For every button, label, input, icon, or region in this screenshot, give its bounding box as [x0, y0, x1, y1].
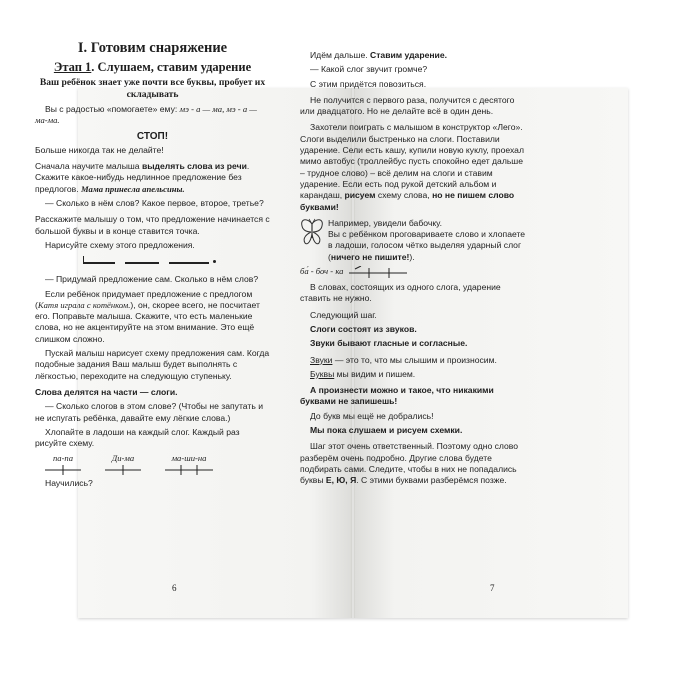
underlined-text: Звуки	[310, 354, 333, 365]
bold-text: выделять слова из речи	[141, 161, 247, 172]
paragraph	[300, 355, 530, 366]
paragraph: Хлопайте в ладоши на каждый слог. Каждый раз рисуйте схему.	[35, 426, 240, 449]
text: ), он, скорее всего, не посчитает его. Поправьте малыша. Скажите, что есть маленькие слова, но не акцентируйте на этом внимание. Это ещё слишком сложно.	[35, 299, 260, 344]
text: . Скажите какое-нибудь недлинное предложение без предлогов.	[35, 161, 250, 194]
paragraph: Больше никогда так не делайте!	[35, 144, 164, 155]
syllable-scheme	[43, 453, 83, 474]
paragraph: Следующий шаг.	[310, 309, 377, 320]
paragraph	[328, 218, 530, 263]
syllable-word: па-па	[52, 453, 74, 464]
sentence-scheme	[35, 254, 270, 270]
paragraph: До букв мы ещё не добрались!	[310, 410, 434, 421]
text: мы видим и пишем.	[334, 368, 416, 379]
page-number: 6	[172, 583, 177, 593]
stress-word: ба́ - боч - ка	[300, 266, 344, 277]
stage-label: Этап 1	[53, 60, 92, 74]
paragraph: В словах, состоящих из одного слога, ударение ставить не нужно.	[300, 282, 501, 304]
bold-paragraph: Мы пока слушаем и рисуем схемки.	[310, 425, 463, 436]
paragraph: Нарисуйте схему этого предложения.	[45, 239, 195, 250]
paragraph	[300, 122, 530, 212]
text: Захотели поиграть с малышом в конструктор «Лего». Слоги выделили быстренько на слоги. Поставили ударение. Сели есть кашу, купили новую куклу, проехал мимо автобус (троллейбус пусть спокойно едет дальше – трудное слово) – всё делим на слоги и ставим ударение. Если есть под рукой детский альбом и карандаш,	[300, 122, 524, 201]
text: схему слова,	[375, 190, 433, 201]
text: — это то, что мы слышим и произносим.	[332, 354, 497, 365]
syllable-scheme	[103, 453, 143, 474]
text: Например, увидели бабочку. Вы с ребёнком проговариваете слово и хлопаете в ладоши, голосом чётко выделяя ударный слог (	[328, 217, 526, 262]
bold-text: Е, Ю, Я	[325, 475, 357, 486]
paragraph: — Сколько слогов в этом слове? (Чтобы не запутать и не испугать ребёнка, давайте ему лёгкие слова.)	[35, 401, 263, 423]
scheme-word-line	[169, 262, 209, 263]
paragraph: С этим придётся повозиться.	[310, 78, 427, 89]
paragraph	[300, 50, 530, 61]
text: . С этими буквами разберёмся позже.	[356, 475, 507, 486]
syllable-lines	[105, 465, 141, 475]
bold-paragraph: Звуки бывают гласные и согласные.	[310, 338, 468, 349]
paragraph: Не получится с первого раза, получится с десятого или двадцатого. Но не делайте всё в один день.	[300, 94, 515, 117]
text: Идём дальше.	[310, 50, 371, 60]
paragraph: Пускай малыш нарисует схему предложения сам. Когда подобные задания Ваш малыш будет выполнять с лёгкостью, переходите на следующую ступеньку.	[35, 348, 270, 381]
syllable-schemes	[43, 453, 270, 474]
left-page-text	[35, 40, 270, 492]
scheme-word-line	[83, 262, 115, 263]
bold-text: но не пишем слово буквами!	[300, 190, 515, 212]
paragraph	[300, 369, 530, 380]
butterfly-example	[300, 218, 530, 263]
scheme-period-dot	[213, 260, 216, 263]
underlined-text: Буквы	[310, 368, 335, 379]
paragraph: — Придумай предложение сам. Сколько в нём слов?	[45, 274, 259, 285]
text: Сначала научите малыша	[35, 161, 142, 172]
paragraph	[35, 161, 270, 195]
right-page-text	[300, 50, 530, 490]
section-heading: Слова делятся на части — слоги.	[35, 386, 178, 397]
butterfly-icon	[300, 218, 324, 246]
paragraph	[35, 289, 270, 345]
page-number: 7	[490, 583, 495, 593]
text: ).	[409, 251, 415, 262]
paragraph	[35, 104, 270, 127]
syllable-lines	[45, 465, 81, 475]
stress-example	[300, 266, 530, 278]
example-text: мэ - а — ма, мэ - а — ма-ма.	[35, 104, 257, 126]
paragraph	[300, 441, 530, 486]
bold-text: ничего не пишите!	[330, 251, 410, 262]
stress-scheme	[349, 266, 407, 278]
paragraph: — Какой слог звучит громче?	[310, 64, 428, 75]
syllable-scheme	[163, 453, 215, 474]
paragraph: Научились?	[45, 477, 93, 488]
bold-paragraph: Слоги состоят из звуков.	[310, 323, 417, 334]
paragraph: — Сколько в нём слов? Какое первое, второе, третье?	[45, 198, 264, 209]
bold-paragraph: А произнести можно и такое, что никакими буквами не запишешь!	[300, 385, 494, 407]
stage-heading	[35, 60, 270, 74]
syllable-word: ма-ши-на	[171, 453, 207, 464]
example-text: Мама принесла апельсины.	[81, 183, 185, 194]
bold-text: рисуем	[344, 190, 376, 201]
text: Если ребёнок придумает предложение с предлогом (	[35, 288, 253, 310]
text: Шаг этот очень ответственный. Поэтому одно слово разберём очень подробно. Другие слова будете подбирать сами. Следите, чтобы в них не попадались буквы	[300, 441, 519, 486]
syllable-lines	[165, 465, 213, 475]
stage-title: . Слушаем, ставим ударение	[91, 60, 252, 74]
text: Вы с радостью «помогаете» ему:	[45, 104, 180, 114]
bold-text: Ставим ударение.	[370, 50, 447, 60]
scheme-word-line	[125, 262, 159, 263]
syllable-word: Ди-ма	[111, 453, 135, 464]
intro-text: Ваш ребёнок знает уже почти все буквы, пробует их складывать	[39, 77, 266, 100]
example-text: Катя играла с котёнком.	[37, 299, 131, 310]
stop-heading: СТОП!	[136, 130, 169, 142]
paragraph: Расскажите малышу о том, что предложение начинается с большой буквы и в конце ставится точка.	[35, 214, 270, 236]
chapter-title: I. Готовим снаряжение	[77, 40, 228, 56]
